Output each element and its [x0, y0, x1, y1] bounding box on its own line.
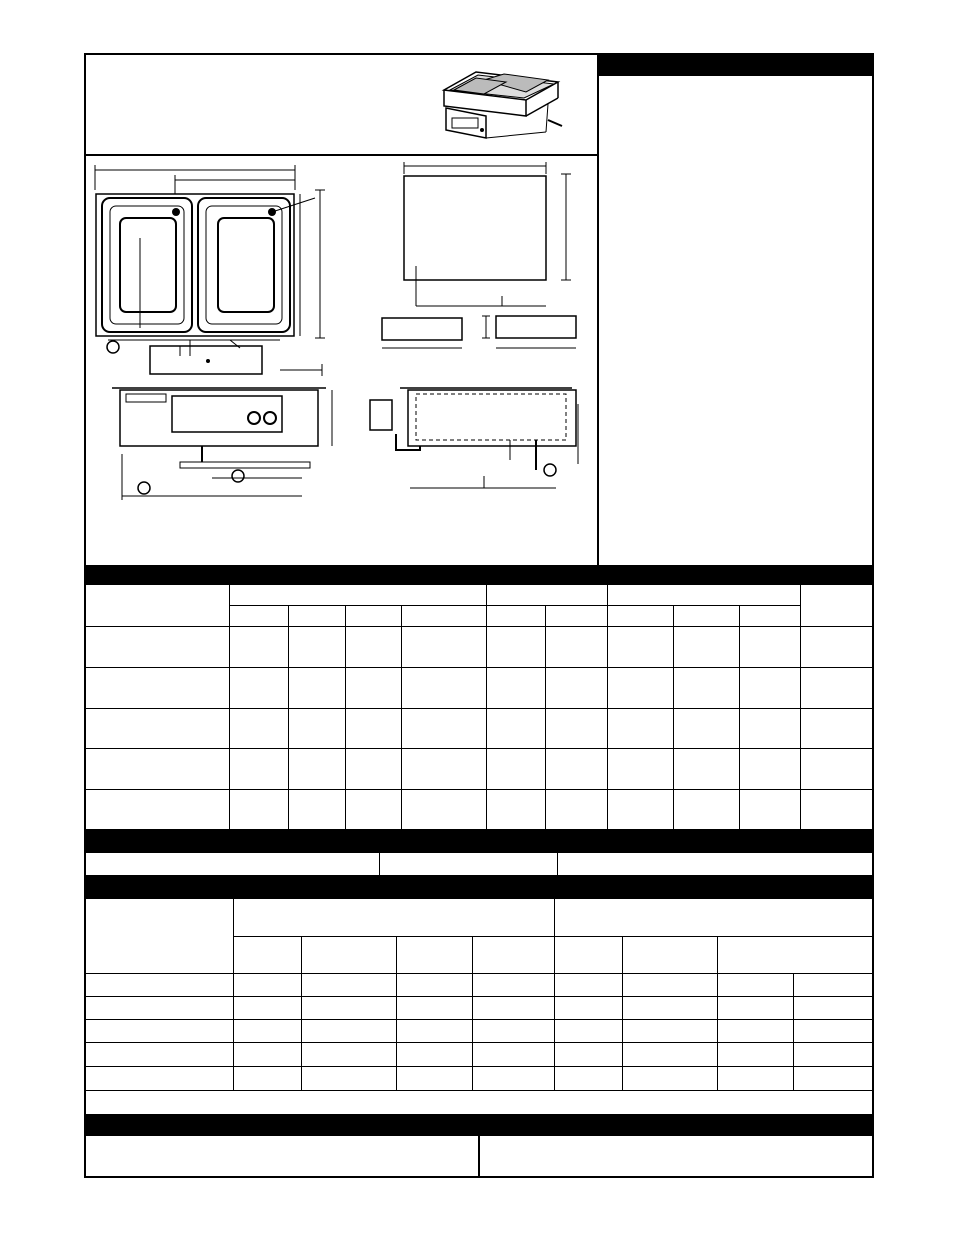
elec-row-line [86, 1066, 872, 1067]
elec-row-line [86, 996, 872, 997]
elec-col-line [554, 899, 555, 1090]
elec-col-line [301, 936, 302, 1090]
spec-col-line [486, 584, 487, 829]
elec-row-line [233, 936, 872, 937]
elec-col-line [233, 899, 234, 1090]
elec-row-line [86, 973, 872, 974]
right-panel-header-bar [599, 55, 872, 76]
elec-col-line [622, 936, 623, 1090]
spec-table-header-bar [86, 565, 872, 584]
elec-row-line [86, 1090, 872, 1091]
header-divider [84, 154, 599, 156]
elec-col-line [396, 936, 397, 1090]
elec-col-line [793, 973, 794, 1090]
spec-col-line [545, 605, 546, 829]
elec-row-line [86, 1019, 872, 1020]
electrical-header-bar [86, 875, 872, 899]
elec-row-line [86, 1042, 872, 1043]
spec-col-line [673, 605, 674, 829]
shipping-col-line [557, 853, 558, 875]
spec-col-line [739, 605, 740, 829]
spec-row-line [86, 626, 872, 627]
spec-col-line [607, 584, 608, 829]
spec-row-line [86, 584, 872, 585]
footer-header-bar [86, 1114, 872, 1136]
top-view-drawing [90, 160, 330, 380]
spec-col-line [288, 605, 289, 829]
cutout-view-drawing [376, 160, 586, 355]
product-isometric-drawing [436, 60, 566, 150]
shipping-header-bar [86, 829, 872, 853]
spec-col-line [800, 584, 801, 829]
right-panel-divider [597, 53, 599, 565]
side-view-drawing [360, 384, 590, 494]
front-view-drawing [112, 384, 344, 504]
elec-col-line [472, 936, 473, 1090]
spec-row-line [86, 667, 872, 668]
spec-row-line [86, 748, 872, 749]
spec-col-line [345, 605, 346, 829]
spec-col-line [229, 584, 230, 829]
footer-col-line [478, 1136, 480, 1176]
shipping-col-line [379, 853, 380, 875]
elec-col-line [717, 936, 718, 1090]
spec-row-line [86, 708, 872, 709]
spec-row-line [230, 605, 800, 606]
spec-row-line [86, 789, 872, 790]
spec-col-line [401, 605, 402, 829]
